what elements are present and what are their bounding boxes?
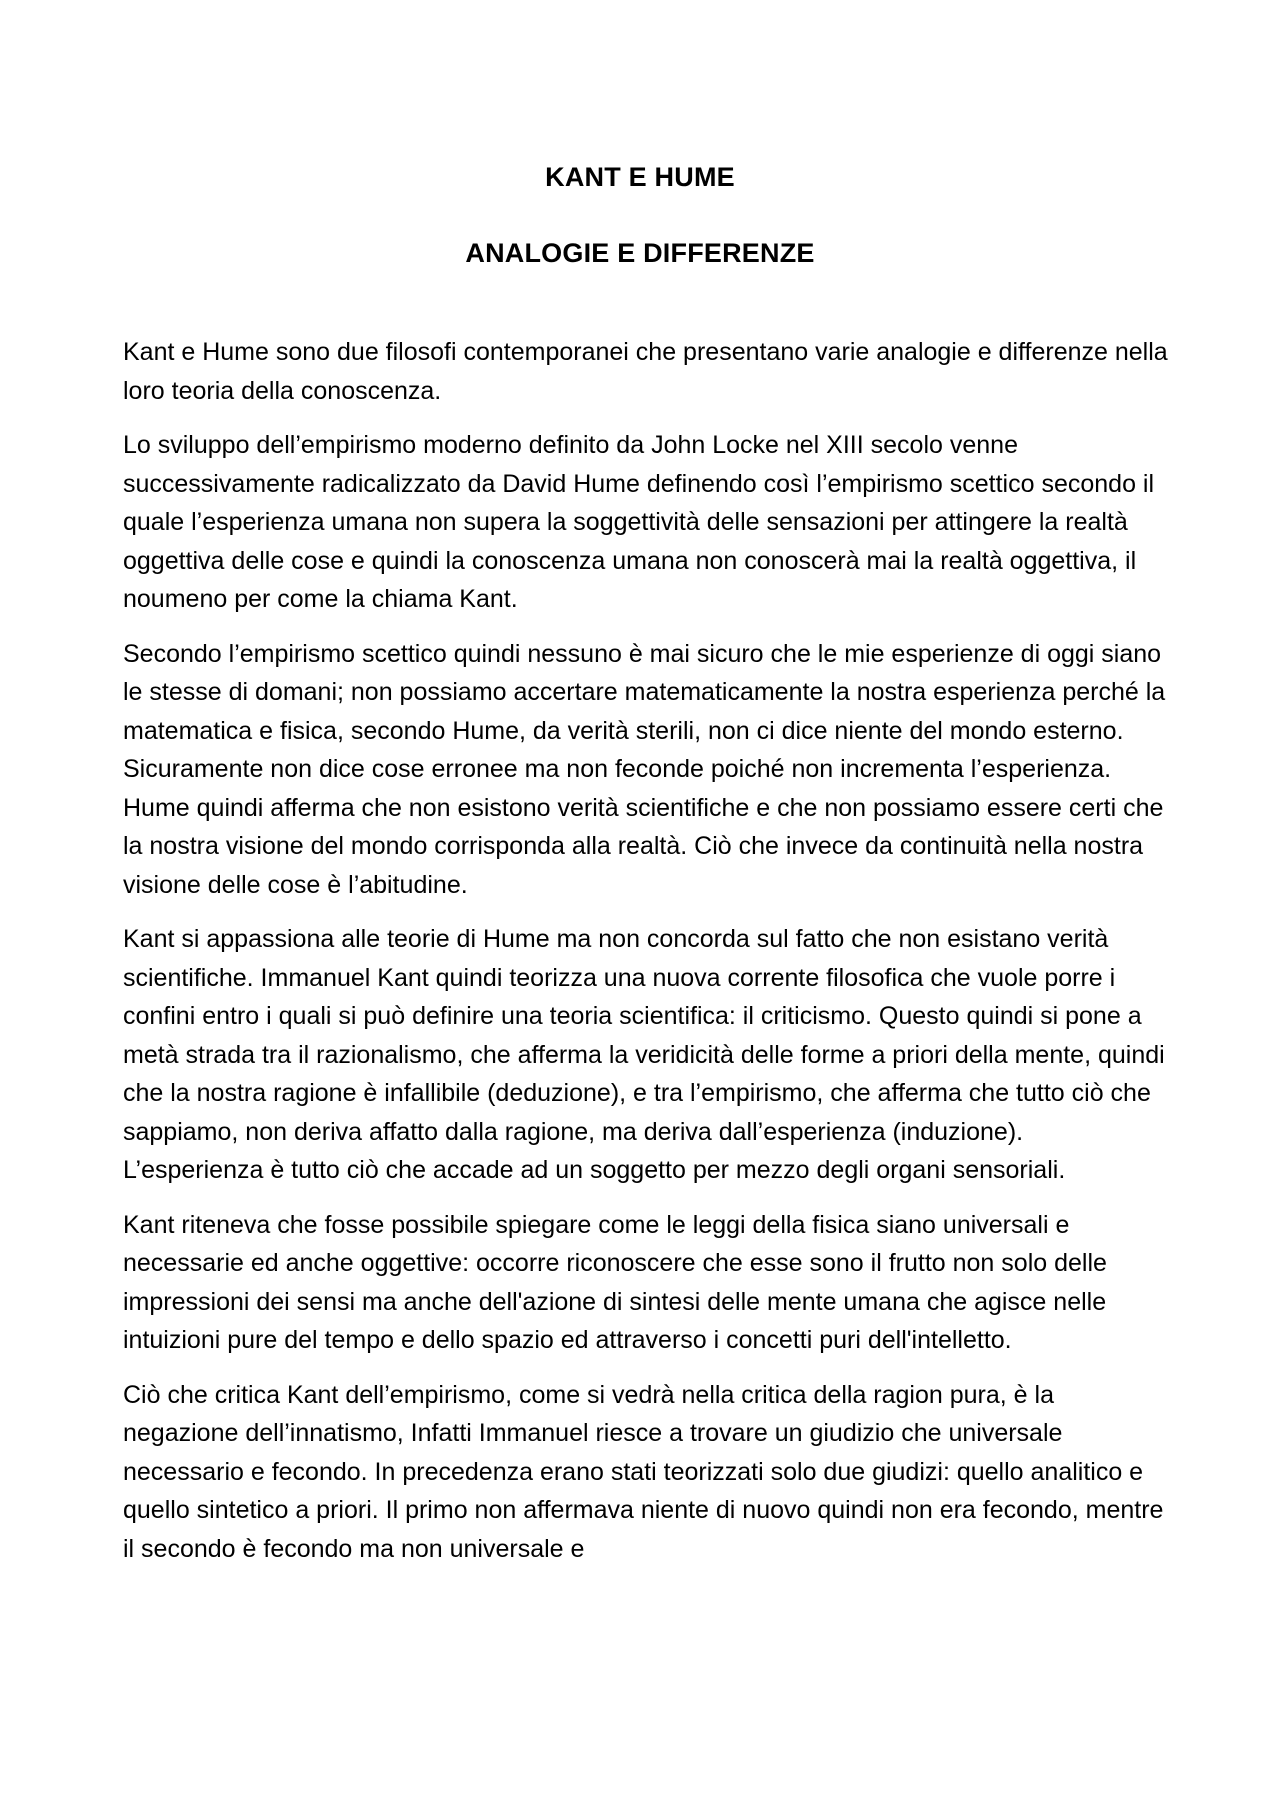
paragraph-6: Ciò che critica Kant dell’empirismo, come si vedrà nella critica della ragion pura, è la negazione dell’innatismo, Infatti Immanuel riesce a trovare un giudizio che universale necessario e fecondo. In precedenza erano stati teorizzati solo due giudizi: quello analitico e quello sintetico a priori. Il primo non affermava niente di nuovo quindi non era fecondo, mentre il secondo è fecondo ma non universale e: [123, 1380, 1164, 1563]
paragraph-1: Kant e Hume sono due filosofi contemporanei che presentano varie analogie e differenze nella loro teoria della conoscenza.: [123, 338, 1168, 405]
title-block: [0, 156, 1280, 274]
paragraph-3: Secondo l’empirismo scettico quindi nessuno è mai sicuro che le mie esperienze di oggi siano le stesse di domani; non possiamo accertare matematicamente la nostra esperienza perché la matematica e fisica, secondo Hume, da verità sterili, non ci dice niente del mondo esterno. Sicuramente non dice cose erronee ma non feconde poiché non incrementa l’esperienza. Hume quindi afferma che non esistono verità scientifiche e che non possiamo essere certi che la nostra visione del mondo corrisponda alla realtà. Ciò che invece da continuità nella nostra visione delle cose è l’abitudine.: [123, 639, 1166, 899]
document-title: KANT E HUME: [545, 162, 735, 192]
paragraph-2: Lo sviluppo dell’empirismo moderno definito da John Locke nel XIII secolo venne successivamente radicalizzato da David Hume definendo così l’empirismo scettico secondo il quale l’esperienza umana non supera la soggettività delle sensazioni per attingere la realtà oggettiva delle cose e quindi la conoscenza umana non conoscerà mai la realtà oggettiva, il noumeno per come la chiama Kant.: [123, 431, 1155, 613]
paragraph-5: Kant riteneva che fosse possibile spiegare come le leggi della fisica siano universali e necessarie ed anche oggettive: occorre riconoscere che esse sono il frutto non solo delle impressioni dei sensi ma anche dell'azione di sintesi delle mente umana che agisce nelle intuizioni pure del tempo e dello spazio ed attraverso i concetti puri dell'intelletto.: [123, 1210, 1107, 1354]
paragraph-4: Kant si appassiona alle teorie di Hume ma non concorda sul fatto che non esistano verità scientifiche. Immanuel Kant quindi teorizza una nuova corrente filosofica che vuole porre i confini entro i quali si può definire una teoria scientifica: il criticismo. Questo quindi si pone a metà strada tra il razionalismo, che afferma la veridicità delle forme a priori della mente, quindi che la nostra ragione è infallibile (deduzione), e tra l’empirismo, che afferma che tutto ciò che sappiamo, non deriva affatto dalla ragione, ma deriva dall’esperienza (induzione). L’esperienza è tutto ciò che accade ad un soggetto per mezzo degli organi sensoriali.: [123, 925, 1165, 1184]
document-subtitle: ANALOGIE E DIFFERENZE: [465, 238, 815, 268]
document-body: [123, 333, 1168, 1584]
